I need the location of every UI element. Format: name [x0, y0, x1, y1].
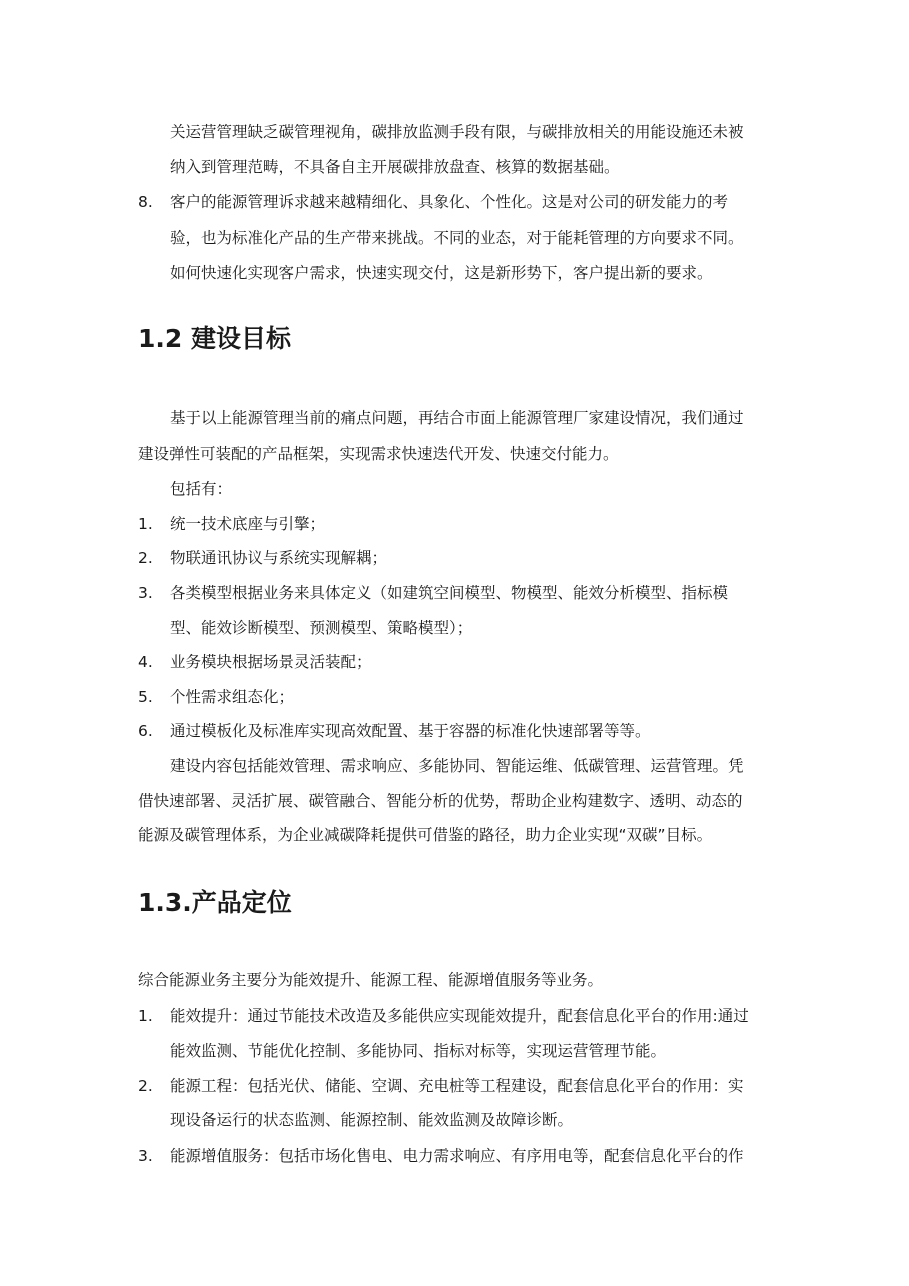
- paragraph-line: 综合能源业务主要分为能效提升、能源工程、能源增值服务等业务。: [138, 971, 604, 989]
- paragraph-line: 纳入到管理范畴，不具备自主开展碳排放盘查、核算的数据基础。: [170, 158, 620, 176]
- list-item-line: 通过模板化及标准库实现高效配置、基于容器的标准化快速部署等等。: [170, 722, 651, 740]
- list-item-line: 能源工程：包括光伏、储能、空调、充电桩等工程建设，配套信息化平台的作用：实: [170, 1077, 744, 1095]
- list-number: 5.: [138, 688, 153, 706]
- paragraph-line: 建设弹性可装配的产品框架，实现需求快速迭代开发、快速交付能力。: [138, 445, 619, 463]
- list-item-line: 客户的能源管理诉求越来越精细化、具象化、个性化。这是对公司的研发能力的考: [170, 193, 729, 211]
- section-heading: 1.2 建设目标: [138, 324, 291, 353]
- list-item-line: 验，也为标准化产品的生产带来挑战。不同的业态，对于能耗管理的方向要求不同。: [170, 229, 744, 247]
- section-heading: 1.3.产品定位: [138, 888, 292, 917]
- paragraph-line: 建设内容包括能效管理、需求响应、多能协同、智能运维、低碳管理、运营管理。凭: [170, 757, 744, 775]
- list-item-line: 物联通讯协议与系统实现解耦；: [170, 549, 388, 567]
- list-item-line: 各类模型根据业务来具体定义（如建筑空间模型、物模型、能效分析模型、指标模: [170, 584, 729, 602]
- paragraph-line: 能源及碳管理体系，为企业减碳降耗提供可借鉴的路径，助力企业实现“双碳”目标。: [138, 826, 713, 844]
- list-number: 8.: [138, 193, 153, 211]
- list-item-line: 现设备运行的状态监测、能源控制、能效监测及故障诊断。: [170, 1111, 574, 1129]
- list-item-line: 型、能效诊断模型、预测模型、策略模型）；: [170, 619, 473, 637]
- list-number: 1.: [138, 1007, 153, 1025]
- paragraph-line: 借快速部署、灵活扩展、碳管融合、智能分析的优势，帮助企业构建数字、透明、动态的: [138, 792, 743, 810]
- list-item-line: 能效监测、节能优化控制、多能协同、指标对标等，实现运营管理节能。: [170, 1042, 667, 1060]
- paragraph-line: 关运营管理缺乏碳管理视角，碳排放监测手段有限，与碳排放相关的用能设施还未被: [170, 123, 744, 141]
- list-number: 1.: [138, 515, 153, 533]
- list-number: 3.: [138, 1147, 153, 1165]
- list-item-line: 能效提升：通过节能技术改造及多能供应实现能效提升，配套信息化平台的作用:通过: [170, 1007, 749, 1025]
- list-number: 2.: [138, 1077, 153, 1095]
- paragraph-line: 基于以上能源管理当前的痛点问题，再结合市面上能源管理厂家建设情况，我们通过: [170, 409, 744, 427]
- paragraph-line: 包括有：: [170, 480, 233, 498]
- list-number: 4.: [138, 653, 153, 671]
- list-item-line: 统一技术底座与引擎；: [170, 515, 326, 533]
- list-item-line: 能源增值服务：包括市场化售电、电力需求响应、有序用电等，配套信息化平台的作: [170, 1147, 744, 1165]
- list-item-line: 如何快速化实现客户需求，快速实现交付，这是新形势下，客户提出新的要求。: [170, 264, 713, 282]
- list-number: 2.: [138, 549, 153, 567]
- list-number: 3.: [138, 584, 153, 602]
- list-item-line: 个性需求组态化；: [170, 688, 295, 706]
- list-item-line: 业务模块根据场景灵活装配；: [170, 653, 372, 671]
- list-number: 6.: [138, 722, 153, 740]
